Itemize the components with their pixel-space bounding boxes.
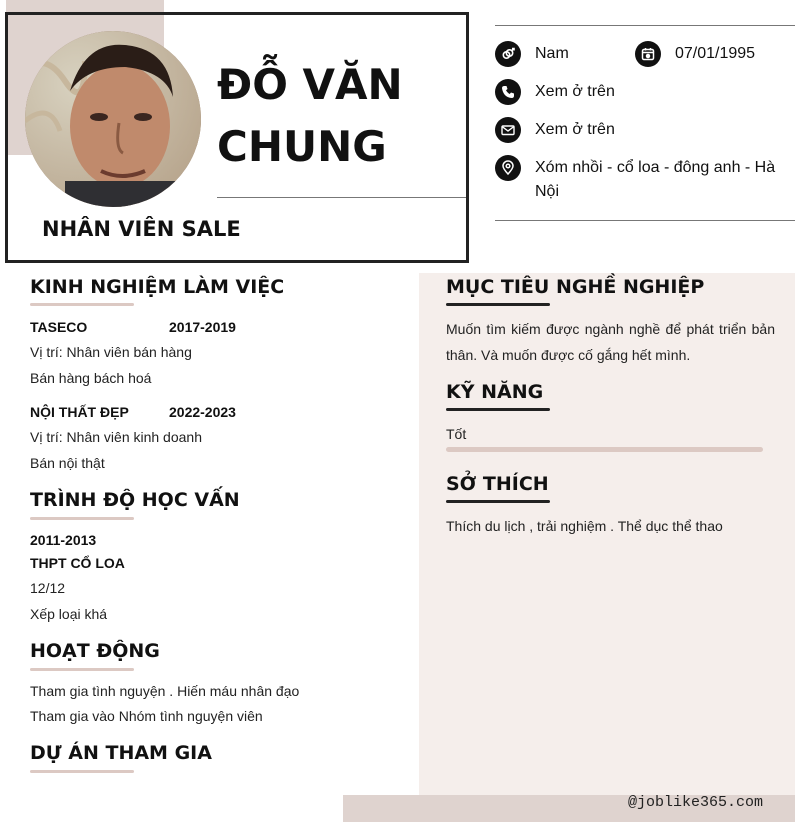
email-icon: [495, 117, 521, 143]
gender-value: Nam: [535, 45, 569, 62]
experience-1-period: 2017-2019: [169, 319, 236, 335]
education-school: THPT CỔ LOA: [30, 555, 125, 571]
activities-underline: [30, 668, 134, 671]
objective-text: Muốn tìm kiếm được ngành nghề để phát triển bản thân. Và muốn được cố gắng hết mình.: [446, 321, 775, 363]
education-grade: 12/12: [30, 580, 66, 596]
address-line-2: Nội: [535, 183, 560, 200]
address-value: [535, 156, 785, 204]
activity-item-2: Tham gia vào Nhóm tình nguyện viên: [30, 708, 263, 724]
experience-1-position: Vị trí: Nhân viên bán hàng: [30, 344, 192, 360]
education-period: 2011-2013: [30, 532, 97, 548]
calendar-icon: [635, 41, 661, 67]
phone-icon: [495, 79, 521, 105]
avatar: [25, 31, 201, 207]
activity-item-1: Tham gia tình nguyện . Hiến máu nhân đạo: [30, 683, 300, 699]
gender-icon: [495, 41, 521, 67]
contact-top-divider: [495, 25, 795, 26]
experience-2-company: NỘI THẤT ĐẸP: [30, 404, 129, 420]
hobbies-text: Thích du lịch , trải nghiệm . Thể dục thể thao: [446, 518, 723, 534]
experience-2-period: 2022-2023: [169, 404, 236, 420]
projects-underline: [30, 770, 134, 773]
education-ranking: Xếp loại khá: [30, 606, 108, 622]
skill-name: Tốt: [446, 426, 467, 442]
education-title: TRÌNH ĐỘ HỌC VẤN: [30, 489, 240, 511]
job-title: NHÂN VIÊN SALE: [42, 217, 241, 241]
skills-underline: [446, 408, 550, 411]
education-underline: [30, 517, 134, 520]
skills-title: KỸ NĂNG: [446, 381, 544, 403]
skill-level-bar: [446, 447, 763, 452]
address-line-1: Xóm nhồi - cổ loa - đông anh - Hà: [535, 159, 776, 176]
full-name: [217, 54, 457, 178]
name-divider: [217, 197, 466, 198]
contact-bottom-divider: [495, 220, 795, 221]
objective-underline: [446, 303, 550, 306]
footer-watermark: @joblike365.com: [628, 794, 764, 811]
hobbies-title: SỞ THÍCH: [446, 473, 549, 495]
email-value: Xem ở trên: [535, 121, 615, 138]
experience-title: KINH NGHIỆM LÀM VIỆC: [30, 276, 285, 298]
name-line-1: ĐỖ VĂN: [217, 60, 403, 109]
experience-1-description: Bán hàng bách hoá: [30, 370, 152, 386]
birthday-value: 07/01/1995: [675, 45, 756, 62]
experience-2-description: Bán nội thật: [30, 455, 105, 471]
person-photo-icon: [25, 31, 201, 207]
name-line-2: CHUNG: [217, 122, 387, 171]
location-icon: [495, 155, 521, 181]
experience-2-position: Vị trí: Nhân viên kinh doanh: [30, 429, 202, 445]
experience-1-company: TASECO: [30, 319, 88, 335]
phone-value: Xem ở trên: [535, 83, 615, 100]
projects-title: DỰ ÁN THAM GIA: [30, 742, 212, 764]
hobbies-underline: [446, 500, 550, 503]
objective-title: MỤC TIÊU NGHỀ NGHIỆP: [446, 276, 705, 298]
activities-title: HOẠT ĐỘNG: [30, 640, 160, 662]
experience-underline: [30, 303, 134, 306]
